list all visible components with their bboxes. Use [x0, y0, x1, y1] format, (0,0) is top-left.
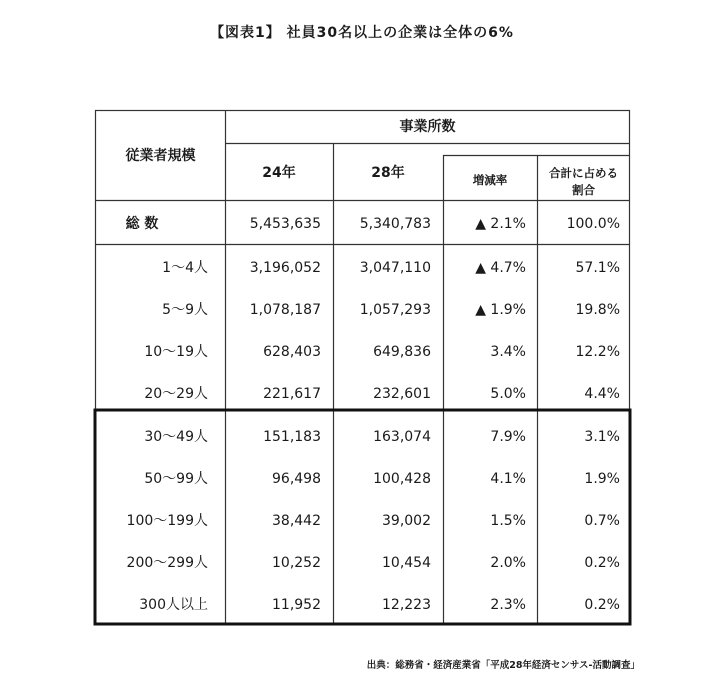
col-header-28: 28年	[371, 165, 405, 181]
change-rate: 5.0%	[490, 386, 526, 402]
value-24: 38,442	[272, 513, 321, 529]
share: 100.0%	[566, 216, 620, 232]
value-28: 5,340,783	[359, 216, 431, 232]
row-label: 5～9人	[162, 302, 208, 318]
chart-title: 【図表1】 社員30名以上の企業は全体の6%	[210, 25, 514, 41]
value-24: 151,183	[263, 429, 321, 445]
change-rate: ▲ 4.7%	[475, 260, 526, 276]
value-28: 1,057,293	[359, 302, 431, 318]
row-label: 総 数	[125, 216, 159, 232]
row-label: 100～199人	[126, 513, 208, 529]
change-rate: 1.5%	[490, 513, 526, 529]
source-note: 出典：総務省・経済産業省「平成28年経済センサス-活動調査」	[366, 660, 640, 671]
value-24: 96,498	[272, 471, 321, 487]
value-28: 163,074	[373, 429, 431, 445]
share: 12.2%	[575, 344, 620, 360]
value-24: 221,617	[263, 386, 321, 402]
share: 1.9%	[584, 471, 620, 487]
share: 57.1%	[575, 260, 620, 276]
share: 0.2%	[584, 597, 620, 613]
row-header-label: 従業者規模	[125, 148, 196, 164]
value-28: 100,428	[373, 471, 431, 487]
row-label: 200～299人	[126, 555, 208, 571]
value-28: 232,601	[373, 386, 431, 402]
change-rate: ▲ 1.9%	[475, 302, 526, 318]
change-rate: 3.4%	[490, 344, 526, 360]
share: 0.7%	[584, 513, 620, 529]
row-label: 30～49人	[144, 429, 208, 445]
value-24: 628,403	[263, 344, 321, 360]
col-header-share-line1: 合計に占める	[549, 166, 618, 180]
value-28: 12,223	[382, 597, 431, 613]
share: 3.1%	[584, 429, 620, 445]
value-28: 649,836	[373, 344, 431, 360]
value-24: 5,453,635	[249, 216, 321, 232]
col-header-share-line2: 割合	[572, 183, 595, 197]
value-24: 1,078,187	[249, 302, 321, 318]
change-rate: 7.9%	[490, 429, 526, 445]
value-24: 11,952	[272, 597, 321, 613]
value-28: 3,047,110	[359, 260, 431, 276]
value-28: 39,002	[382, 513, 431, 529]
change-rate: ▲ 2.1%	[475, 216, 526, 232]
row-label: 20～29人	[144, 386, 208, 402]
row-label: 300人以上	[139, 597, 208, 613]
change-rate: 2.3%	[490, 597, 526, 613]
value-24: 10,252	[272, 555, 321, 571]
col-header-24: 24年	[262, 165, 296, 181]
row-label: 10～19人	[144, 344, 208, 360]
value-24: 3,196,052	[249, 260, 321, 276]
change-rate: 4.1%	[490, 471, 526, 487]
row-label: 1～4人	[162, 260, 208, 276]
group-header: 事業所数	[399, 119, 456, 135]
share: 19.8%	[575, 302, 620, 318]
row-label: 50～99人	[144, 471, 208, 487]
share: 0.2%	[584, 555, 620, 571]
share: 4.4%	[584, 386, 620, 402]
col-header-change: 増減率	[472, 173, 508, 187]
value-28: 10,454	[382, 555, 431, 571]
change-rate: 2.0%	[490, 555, 526, 571]
